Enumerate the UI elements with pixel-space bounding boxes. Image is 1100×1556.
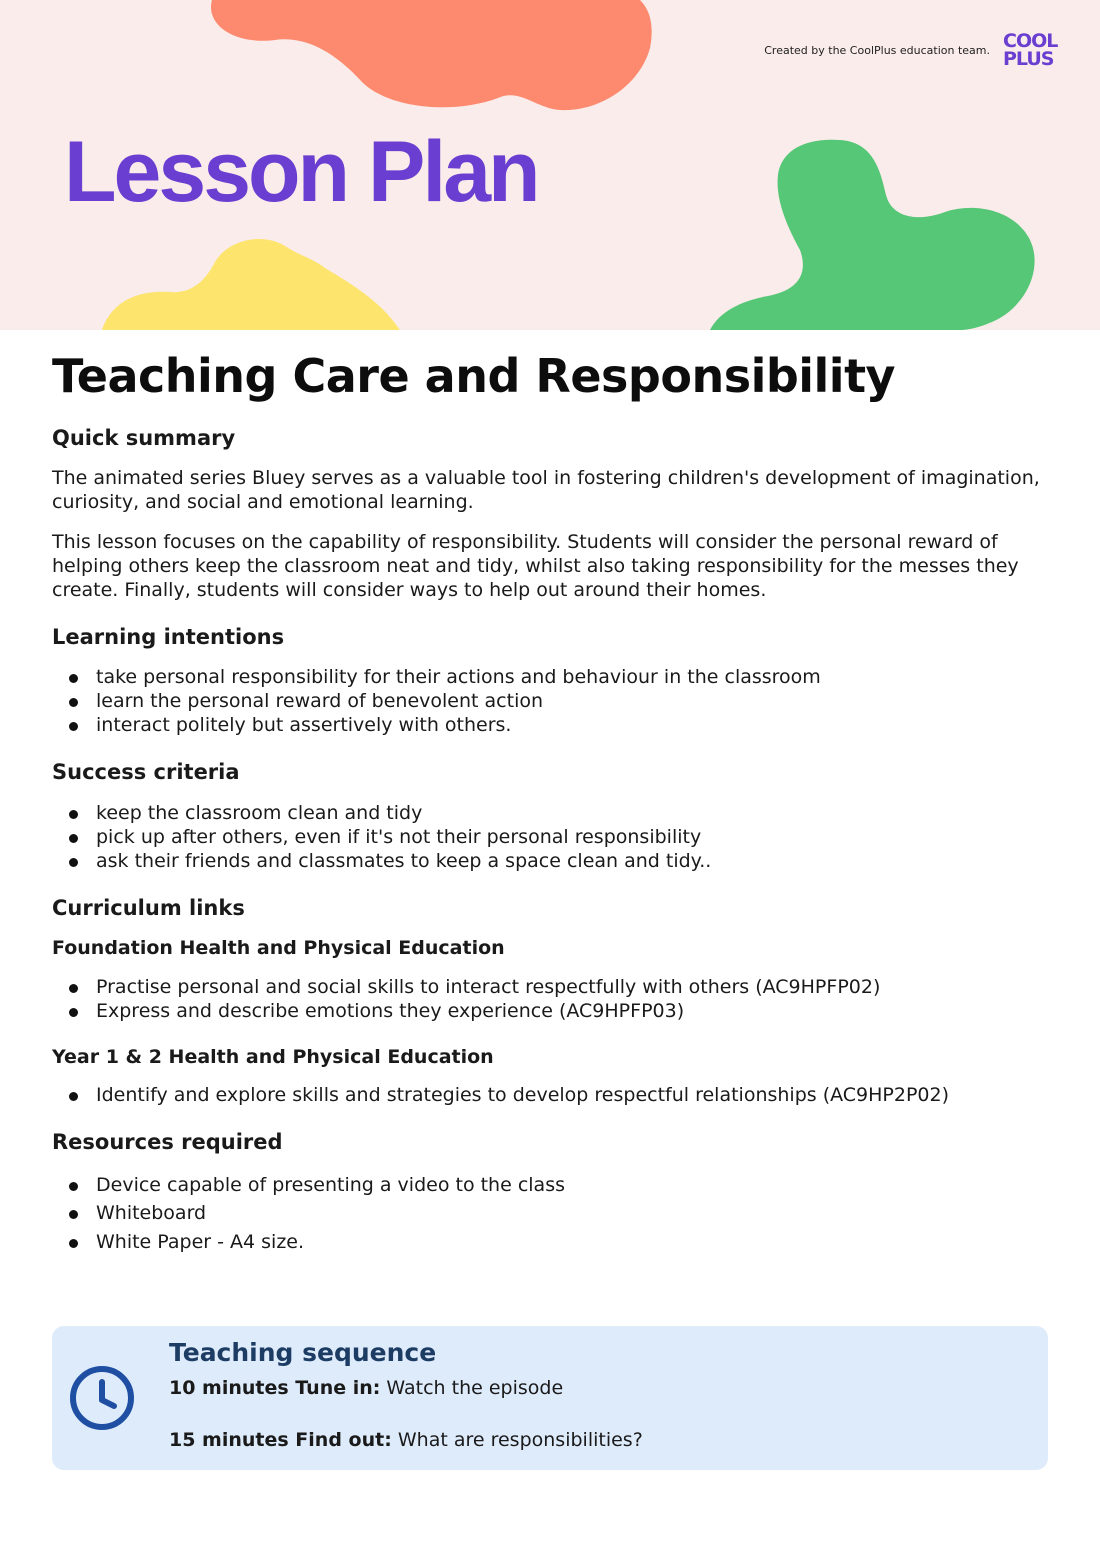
sequence-time: 10 minutes Tune in: <box>169 1377 381 1399</box>
list-item: Whiteboard <box>52 1199 1052 1228</box>
list-item: take personal responsibility for their actions and behaviour in the classroom <box>52 665 1052 689</box>
logo-line: PLUS <box>1003 48 1054 70</box>
curriculum-list <box>52 975 1052 1023</box>
success-criteria-heading: Success criteria <box>52 760 240 785</box>
resources-list <box>52 1171 1052 1257</box>
success-criteria-list <box>52 801 1052 873</box>
sequence-text: Watch the episode <box>386 1377 564 1399</box>
quick-summary-heading: Quick summary <box>52 425 236 450</box>
teaching-sequence-card <box>52 1326 1048 1470</box>
yellow-blob <box>102 239 400 330</box>
curriculum-group-heading: Foundation Health and Physical Education <box>52 937 505 960</box>
summary-paragraph: This lesson focuses on the capability of responsibility. Students will consider the personal reward of helping others keep the classroom neat and tidy, whilst also taking responsibility for the messes they create. Finally, students will consider ways to help out around their homes. <box>52 531 1019 602</box>
list-item: Express and describe emotions they experience (AC9HPFP03) <box>52 999 1052 1023</box>
curriculum-group-heading: Year 1 & 2 Health and Physical Education <box>52 1045 494 1068</box>
sequence-text: What are responsibilities? <box>397 1429 643 1451</box>
list-item: White Paper - A4 size. <box>52 1228 1052 1257</box>
list-item: interact politely but assertively with others. <box>52 713 1052 737</box>
list-item: keep the classroom clean and tidy <box>52 801 1052 825</box>
green-blob <box>710 140 1035 330</box>
summary-paragraph: The animated series Bluey serves as a valuable tool in fostering children's development of imagination, curiosity, and social and emotional learning. <box>52 467 1040 514</box>
list-item: Identify and explore skills and strategies to develop respectful relationships (AC9HP2P02) <box>52 1083 1052 1107</box>
coral-blob <box>211 0 652 110</box>
list-item: Practise personal and social skills to interact respectfully with others (AC9HPFP02) <box>52 975 1052 999</box>
list-item: ask their friends and classmates to keep a space clean and tidy.. <box>52 849 1052 873</box>
curriculum-links-heading: Curriculum links <box>52 895 245 920</box>
sequence-row <box>169 1428 643 1452</box>
page-title: Teaching Care and Responsibility <box>52 349 896 403</box>
sequence-row <box>169 1376 563 1400</box>
curriculum-list <box>52 1083 1052 1107</box>
list-item: pick up after others, even if it's not their personal responsibility <box>52 825 1052 849</box>
credit-text: Created by the CoolPlus education team. <box>764 44 990 57</box>
list-item: Device capable of presenting a video to the class <box>52 1171 1052 1200</box>
resources-heading: Resources required <box>52 1130 283 1155</box>
list-item: learn the personal reward of benevolent action <box>52 689 1052 713</box>
clock-icon <box>68 1364 136 1432</box>
teaching-sequence-heading: Teaching sequence <box>169 1338 437 1367</box>
main-content <box>52 340 1052 1278</box>
lesson-plan-title: Lesson Plan <box>64 124 538 220</box>
learning-intentions-heading: Learning intentions <box>52 625 285 650</box>
coolplus-logo <box>1003 32 1069 68</box>
logo-line: COOL <box>1003 30 1058 52</box>
sequence-time: 15 minutes Find out: <box>169 1429 392 1451</box>
learning-intentions-list <box>52 665 1052 737</box>
header-banner <box>0 0 1100 330</box>
